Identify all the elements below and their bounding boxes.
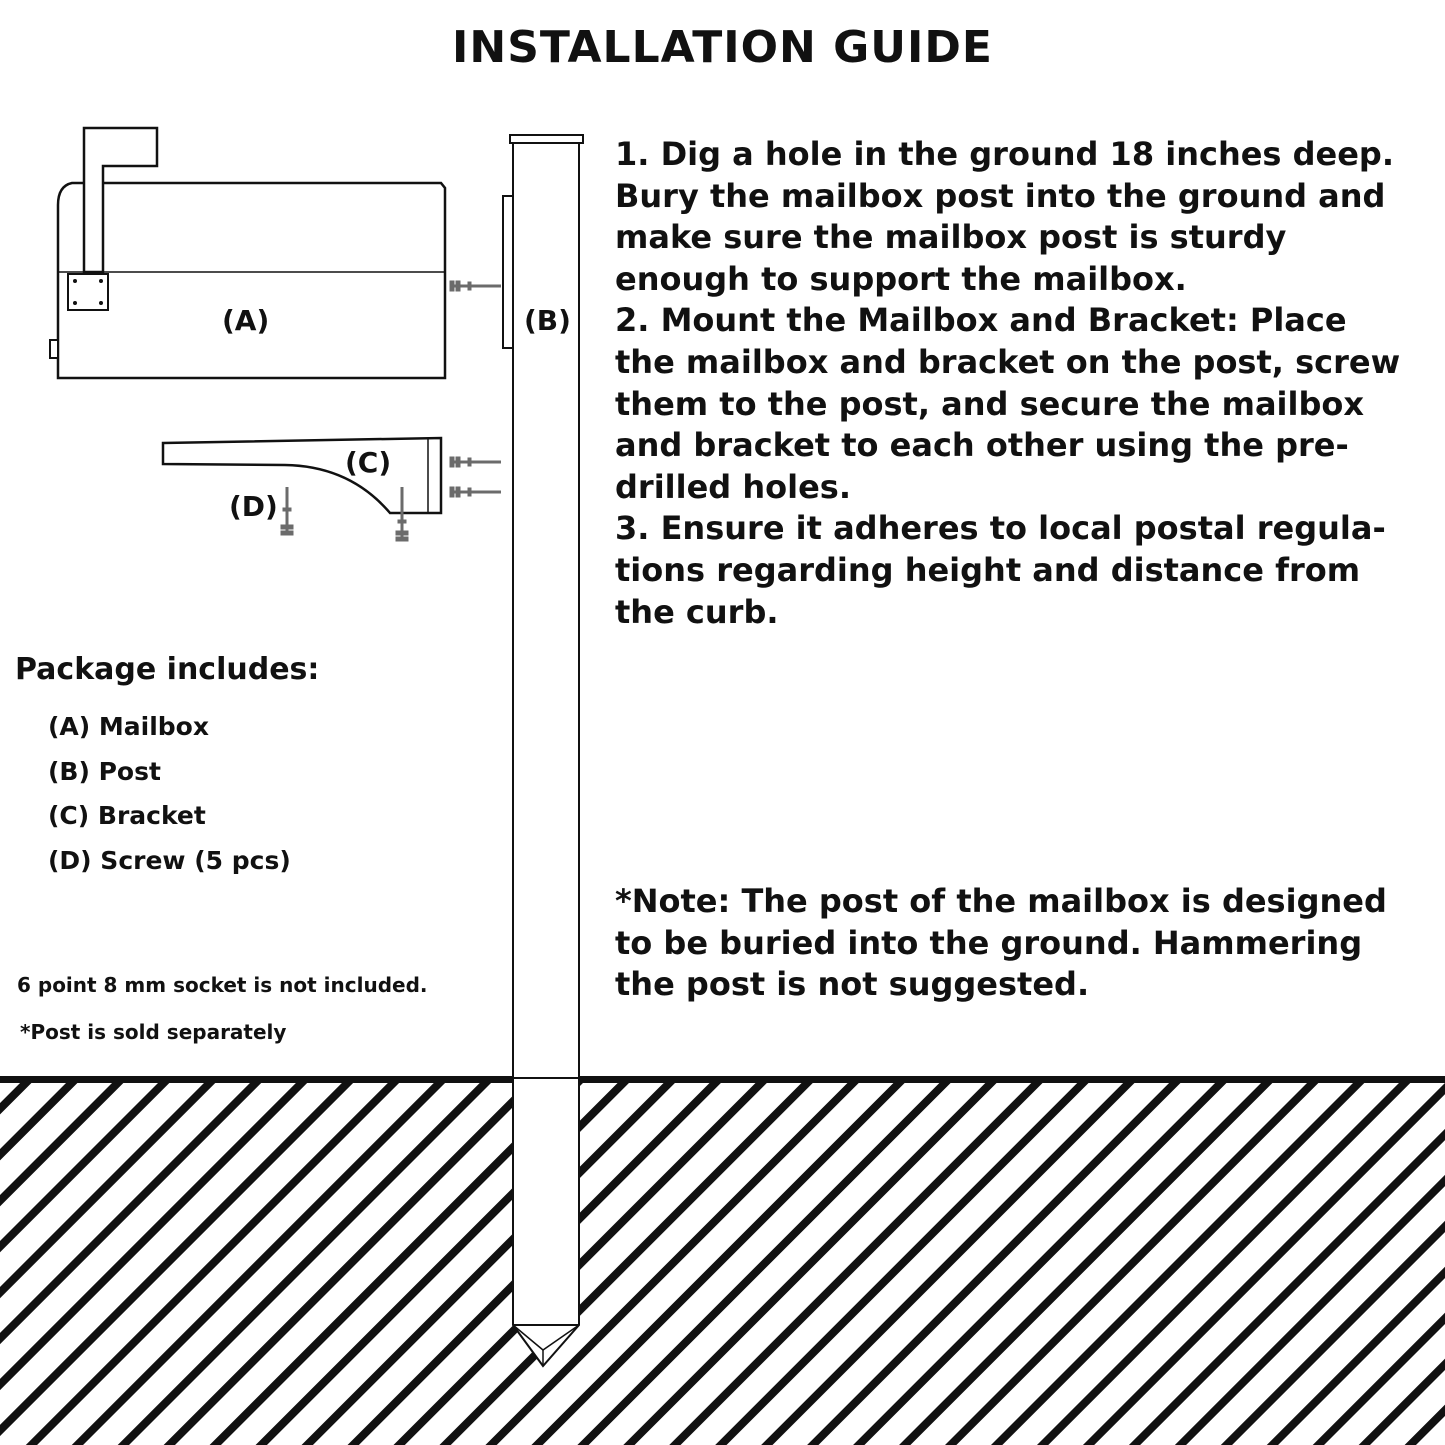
label-bracket: (C) [345,446,392,479]
post-sold-footnote: *Post is sold separately [20,1020,287,1044]
ground-line [0,1076,1445,1083]
label-mailbox: (A) [222,304,270,337]
screw-vertical-1 [281,487,293,535]
post-mount-plate [503,196,513,348]
instruction-step-2: 2. Mount the Mailbox and Bracket: Place the mailbox and bracket on the post, screw them to the post, and secure the mailbox and bracket to each other using the pre-drilled holes. [615,301,1401,506]
package-list [48,705,291,883]
mailbox-drawing [50,128,445,378]
package-title: Package includes: [15,652,320,687]
package-item: (B) Post [48,756,161,786]
instructions [615,134,1415,633]
note-text: *Note: The post of the mailbox is designed to be buried into the ground. Hammering the post is not suggested. [615,882,1387,1004]
bracket-drawing [163,438,441,513]
package-item: (A) Mailbox [48,712,209,741]
instruction-step-1: 1. Dig a hole in the ground 18 inches deep. Bury the mailbox post into the ground and make sure the mailbox post is sturdy enough to support the mailbox. [615,135,1394,298]
instruction-step-3: 3. Ensure it adheres to local postal regula-tions regarding height and distance from the curb. [615,509,1386,631]
screw-mailbox-post [450,281,501,291]
label-screw: (D) [229,490,278,523]
label-post: (B) [524,304,571,337]
ground [0,1076,1445,1445]
page-title: INSTALLATION GUIDE [452,22,993,73]
socket-footnote: 6 point 8 mm socket is not included. [17,973,428,997]
package-item: (C) Bracket [48,801,206,830]
screw-bracket-post-2 [450,487,501,497]
package-item: (D) Screw (5 pcs) [48,845,291,875]
screw-bracket-post-1 [450,457,501,467]
